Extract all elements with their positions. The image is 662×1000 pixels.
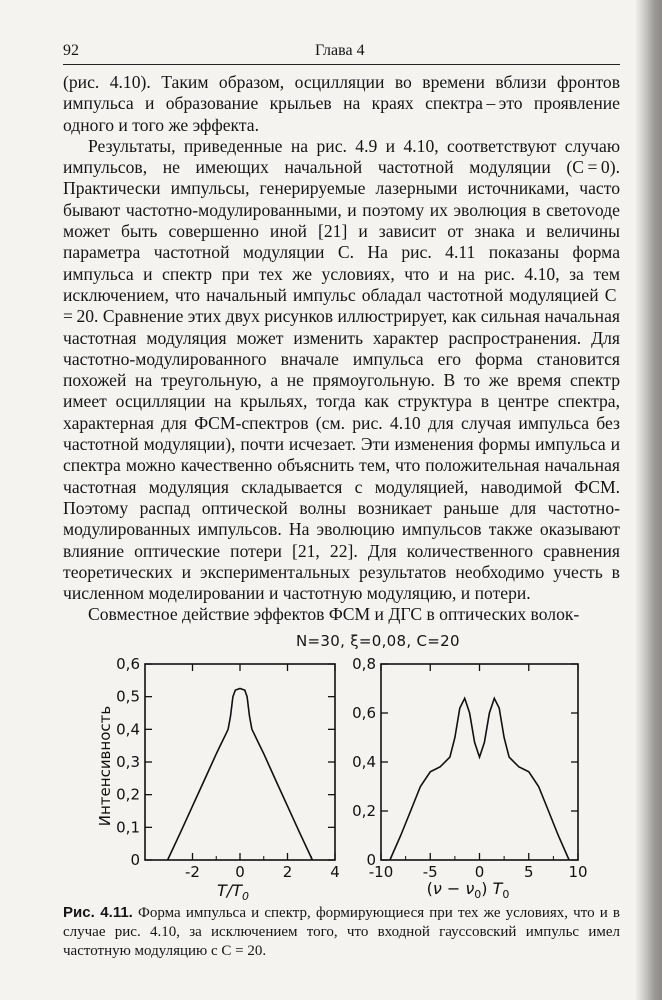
pulse-curve [168, 689, 313, 861]
right-ytick-label: 0 [366, 851, 376, 869]
left-ytick-label: 0,6 [116, 655, 140, 673]
left-ytick-label: 0,1 [116, 818, 140, 837]
right-xtick-label: -5 [422, 863, 438, 881]
figure-caption [63, 903, 620, 961]
caption-text: Форма импульса и спектр, формирующиеся при тех же условиях, что и в случае рис. 4.10, за исключением того, что входной гауссовский импульс имел частотную модуляцию с C = 20. [63, 905, 621, 959]
right-xtick-label: 0 [474, 863, 485, 881]
left-ytick-label: 0,4 [116, 720, 140, 739]
paragraph-2: Результаты, приведенные на рис. 4.9 и 4.10, соответствуют случаю импульсов, не имеющих начальной частотной модуляции (C = 0). Практически импульсы, генерируемые лазерными источниками, часто бывают частотно-модулированными, и поэтому их эволюция в светоvоде может быть совершенно иной [21] и зависит от знака и величины параметра частотной модуляции C. На рис. 4.11 показаны форма импульса и спектр при тех же условиях, что и на рис. 4.10, за тем исключением, что начальный импульс обладал частотной модуляцией C = 20. Сравнение этих двух рисунков иллюстрирует, как сильная начальная частотная модуляция может изменить характер распространения. Для частотно-модулированного вначале импульса его форма становится похожей на треугольную, а не прямоугольную. В то же время спектр имеет осцилляции на крыльях, тогда как структура в центре спектра, характерная для ФСМ-спектров (см. рис. 4.10 для случая импульса без частотной модуляции), почти исчезает. Эти изменения формы импульса и спектра можно качественно объяснить тем, что положительная начальная частотная модуляция складывается с модуляцией, наводимой ФСМ. Поэтому распад оптической волны возникает раньше для частотно-модулированных импульсов. На эволюцию импульсов также оказывают влияние оптические потери [21, 22]. Для количественного сравнения теоретических и экспериментальных результатов необходимо учесть в численном моделировании и частотную модуляцию, и потери. [63, 135, 620, 604]
left-xtick-label: 0 [235, 863, 245, 881]
right-xtick-label: 10 [568, 863, 588, 881]
left-ytick-label: 0,2 [116, 785, 140, 804]
right-plot-frame [381, 664, 578, 860]
right-xtick-label: -10 [368, 863, 394, 881]
right-xlabel: $(\nu - \nu_0)$ $T_0$ [426, 879, 510, 901]
left-xlabel: $T/T_0$ [217, 881, 249, 903]
caption-label: Рис. 4.11. [63, 904, 133, 921]
chapter-title: Глава 4 [315, 42, 365, 59]
right-ytick-label: 0,4 [352, 753, 376, 771]
left-ytick-label: 0,5 [116, 687, 140, 706]
left-ylabel: Интенсивность [96, 705, 114, 827]
left-xtick-label: -2 [185, 863, 200, 881]
figure-title: N=30, ξ=0,08, C=20 [296, 632, 460, 650]
right-ytick-label: 0,6 [352, 704, 376, 722]
left-xtick-label: 2 [282, 863, 293, 881]
paragraph-1: (рис. 4.10). Таким образом, осцилляции во времени вблизи фронтов импульса и образование крыльев на краях спектра – это проявление одного и того же эффекта. [63, 72, 620, 135]
left-xtick-label: 4 [330, 863, 340, 881]
left-ytick-label: 0 [130, 851, 140, 869]
right-ytick-label: 0,8 [352, 655, 376, 673]
left-plot-frame [145, 664, 335, 860]
spectrum-curve [390, 698, 569, 860]
left-ytick-label: 0,3 [116, 753, 140, 771]
right-ytick-label: 0,2 [352, 802, 376, 820]
page-number: 92 [63, 42, 79, 59]
right-xtick-label: 5 [523, 863, 534, 881]
paragraph-3: Совместное действие эффектов ФСМ и ДГС в оптических волок- [88, 604, 580, 625]
